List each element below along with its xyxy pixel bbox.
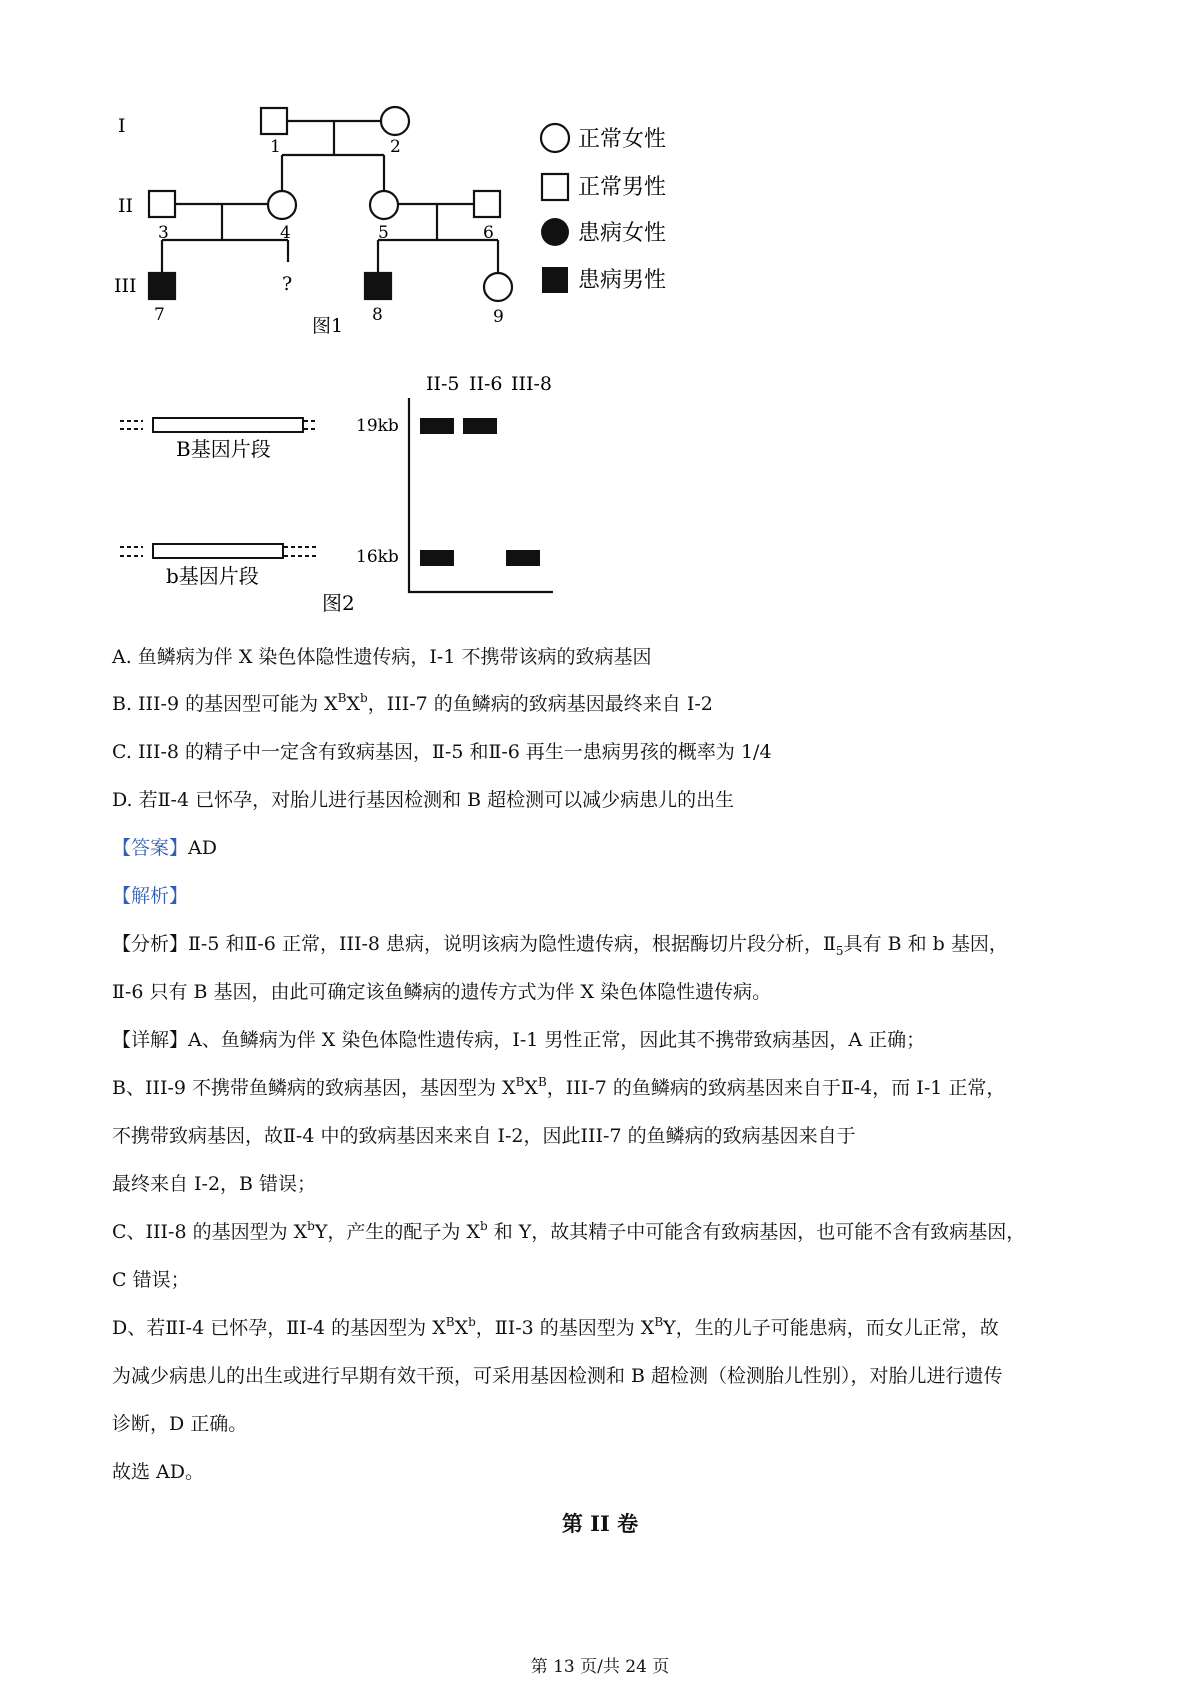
legend-normal-female-symbol [541, 124, 569, 152]
person-number: 1 [270, 137, 281, 157]
person-III-9-normal-female [484, 273, 512, 301]
detail-C-line-2: C 错误； [112, 1269, 190, 1291]
person-number: 5 [378, 223, 389, 243]
option-B: B. III-9 的基因型可能为 $X^BX^b$，III-7 的鱼鳞病的致病基因最终来自 I-2 [112, 690, 713, 715]
detail-C-line-1: C、III-8 的基因型为 $X^bY$，产生的配子为 $X^b$ 和 Y，故其精子中可能含有致病基因，也可能不含有致病基因， [112, 1218, 1026, 1243]
person-I-2-normal-female [381, 107, 409, 135]
person-II-3-normal-male [149, 191, 175, 217]
b-fragment-label: b基因片段 [166, 564, 259, 588]
section-title: 第 II 卷 [561, 1511, 639, 1536]
conclusion: 故选 AD。 [112, 1461, 204, 1483]
B-fragment-label: B基因片段 [176, 437, 271, 461]
b-gene-fragment [120, 544, 318, 558]
answer-value: AD [188, 837, 217, 859]
pedigree-chart [149, 107, 512, 301]
person-number: 9 [493, 307, 504, 327]
figures-area [0, 0, 1200, 620]
analysis-line-1: 【分析】Ⅱ-5 和Ⅱ-6 正常，III-8 患病，说明该病为隐性遗传病，根据酶切片段分析，$Ⅱ_5$具有 B 和 b 基因， [112, 933, 1008, 958]
detail-B-line-3: 最终来自 I-2，B 错误； [112, 1173, 317, 1195]
generation-label-II: II [118, 195, 134, 217]
detail-B-line-1: B、III-9 不携带鱼鳞病的致病基因，基因型为 $X^BX^B$，III-7 的鱼鳞病的致病基因来自于Ⅱ-4，而 I-1 正常， [112, 1074, 1006, 1099]
person-II-6-normal-male [474, 191, 500, 217]
person-number: 8 [372, 305, 383, 325]
analysis-line-2: Ⅱ-6 只有 B 基因，由此可确定该鱼鳞病的遗传方式为伴 X 染色体隐性遗传病。 [112, 981, 772, 1003]
generation-label-III: III [114, 275, 137, 297]
answer-line [112, 834, 217, 862]
detail-D-line-3: 诊断，D 正确。 [112, 1413, 248, 1435]
legend-label: 正常女性 [578, 127, 667, 152]
generation-label-I: I [118, 115, 126, 137]
person-I-1-normal-male [261, 108, 287, 134]
person-number: 2 [390, 137, 401, 157]
option-A: A. 鱼鳞病为伴 X 染色体隐性遗传病，I-1 不携带该病的致病基因 [112, 646, 652, 668]
option-D: D. 若Ⅱ-4 已怀孕，对胎儿进行基因检测和 B 超检测可以减少病患儿的出生 [112, 789, 735, 811]
detail-D-line-1: D、若ⅡI-4 已怀孕，ⅡI-4 的基因型为 $X^BX^b$，ⅡI-3 的基因型为 $X^BY$，生的儿子可能患病，而女儿正常，故 [112, 1314, 999, 1339]
figure1-caption: 图1 [312, 315, 344, 337]
figure2-caption: 图2 [322, 591, 355, 615]
size-label-16kb: 16kb [356, 547, 399, 567]
page-footer: 第 13 页/共 24 页 [530, 1657, 670, 1677]
legend-label: 患病男性 [578, 268, 667, 293]
person-III-8-affected-male [365, 273, 391, 299]
person-III-7-affected-male [149, 273, 175, 299]
B-gene-fragment [120, 418, 318, 432]
unknown-child-mark: ? [282, 273, 293, 295]
detail-A: 【详解】A、鱼鳞病为伴 X 染色体隐性遗传病，I-1 男性正常，因此其不携带致病基因，A 正确； [112, 1029, 926, 1051]
person-II-4-normal-female [268, 191, 296, 219]
legend-affected-male-symbol [542, 267, 568, 293]
lane-label: II-5 [426, 373, 460, 395]
person-II-5-normal-female [370, 191, 398, 219]
legend-label: 正常男性 [578, 175, 667, 200]
detail-B-line-2: 不携带致病基因，故Ⅱ-4 中的致病基因来来自 I-2，因此III-7 的鱼鳞病的致病基因来自于 [112, 1125, 856, 1147]
person-number: 7 [154, 305, 165, 325]
person-number: 6 [483, 223, 494, 243]
band-II-5-19kb [420, 418, 454, 434]
band-II-5-16kb [420, 550, 454, 566]
lane-label: III-8 [511, 373, 553, 395]
size-label-19kb: 19kb [356, 416, 399, 436]
pedigree-legend [541, 124, 666, 293]
detail-D-line-2: 为减少病患儿的出生或进行早期有效干预，可采用基因检测和 B 超检测（检测胎儿性别），对胎儿进行遗传 [112, 1365, 1003, 1387]
option-C: C. III-8 的精子中一定含有致病基因，Ⅱ-5 和Ⅱ-6 再生一患病男孩的概率为 1/4 [112, 741, 772, 763]
band-II-6-19kb [463, 418, 497, 434]
person-number: 4 [280, 223, 291, 243]
legend-normal-male-symbol [542, 174, 568, 200]
person-number: 3 [158, 223, 169, 243]
answer-tag: 【答案】 [112, 837, 189, 859]
analysis-tag: 【解析】 [112, 885, 189, 907]
lane-label: II-6 [469, 373, 503, 395]
legend-affected-female-symbol [541, 218, 569, 246]
legend-label: 患病女性 [578, 221, 667, 246]
band-III-8-16kb [506, 550, 540, 566]
